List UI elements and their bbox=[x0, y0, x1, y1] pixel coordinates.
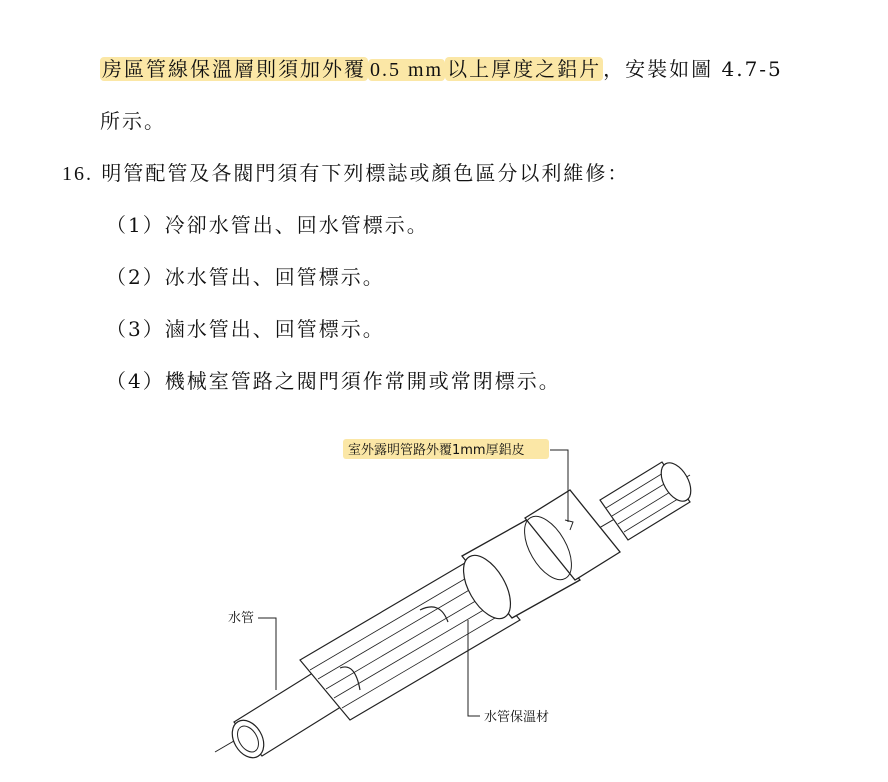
sub-item-4 bbox=[106, 366, 561, 396]
sub-item-3 bbox=[106, 314, 385, 344]
highlight-text-2: 以上厚度之鋁片 bbox=[447, 57, 602, 81]
callout-pipe-label: 水管 bbox=[228, 611, 255, 626]
list-item-16 bbox=[62, 158, 629, 189]
sub-item-label: （1） bbox=[106, 213, 165, 237]
paragraph-text-3: ，安裝如圖 4.7-5 bbox=[603, 57, 783, 81]
sub-item-text: 冷卻水管出、回水管標示。 bbox=[164, 213, 429, 237]
callout-pipe-leader bbox=[258, 618, 276, 690]
pipe-insulation-figure bbox=[0, 420, 888, 782]
paragraph-line-2: 所示。 bbox=[100, 109, 166, 133]
highlight-value: 0.5 mm bbox=[370, 59, 444, 81]
sub-item-2 bbox=[106, 262, 385, 292]
item-number: 16. bbox=[62, 163, 93, 185]
sub-item-1 bbox=[106, 210, 429, 240]
back-insulation bbox=[600, 458, 697, 540]
sub-item-label: （3） bbox=[106, 317, 165, 341]
sub-item-label: （4） bbox=[106, 369, 165, 393]
callout-insulation-label: 水管保溫材 bbox=[484, 710, 550, 725]
aluminum-cover bbox=[454, 490, 620, 626]
callout-cover-label: 室外露明管路外覆1mm厚鋁皮 bbox=[348, 443, 525, 458]
paragraph-line-1 bbox=[100, 54, 783, 85]
sub-item-text: 滷水管出、回管標示。 bbox=[164, 317, 385, 341]
highlight-text-1: 房區管線保溫層則須加外覆 bbox=[102, 57, 366, 81]
sub-item-text: 機械室管路之閥門須作常開或常閉標示。 bbox=[164, 369, 561, 393]
sub-item-label: （2） bbox=[106, 265, 165, 289]
sub-item-text: 冰水管出、回管標示。 bbox=[164, 265, 385, 289]
item-text: 明管配管及各閥門須有下列標誌或顏色區分以利維修： bbox=[101, 161, 630, 185]
